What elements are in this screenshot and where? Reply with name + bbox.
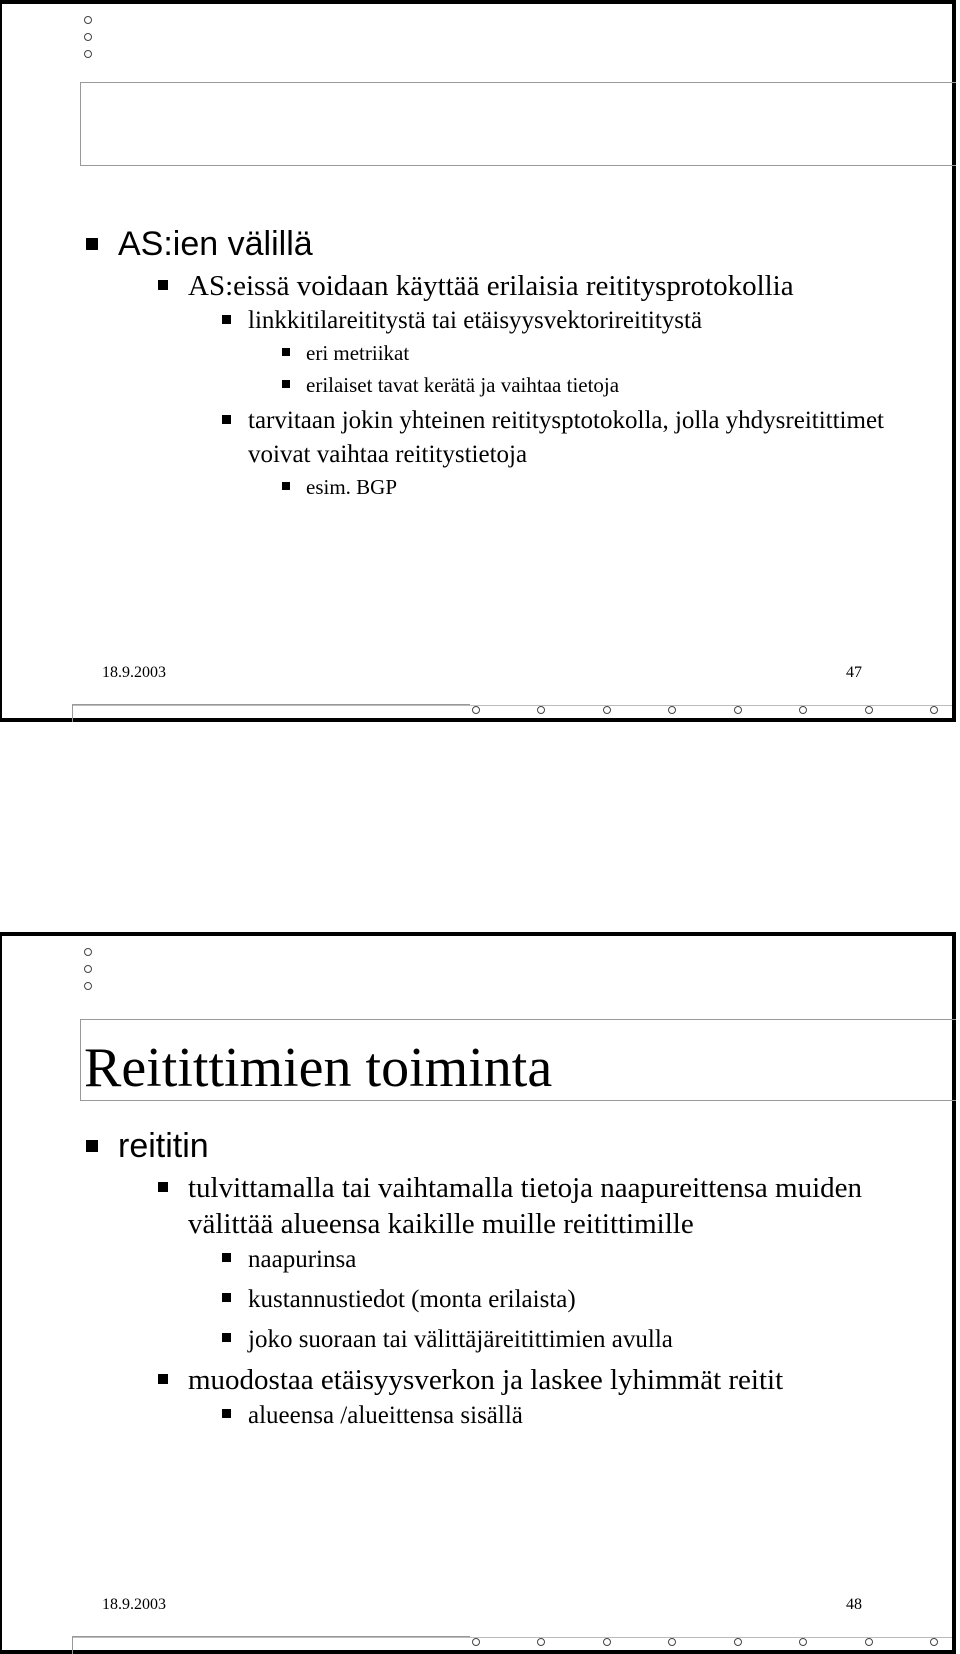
bullet-text: eri metriikat xyxy=(306,341,410,365)
list-item xyxy=(282,472,912,502)
bullet-text: reititin xyxy=(118,1127,209,1165)
list-item xyxy=(158,268,912,502)
bullet-text: kustannustiedot (monta erilaista) xyxy=(248,1286,576,1313)
circle-icon xyxy=(603,706,611,714)
title-frame xyxy=(80,82,956,166)
circle-icon xyxy=(84,50,92,58)
decorative-dots-horizontal xyxy=(472,1638,938,1646)
slide-date: 18.9.2003 xyxy=(102,1596,166,1613)
list-item xyxy=(282,370,912,400)
bullet-text: AS:eissä voidaan käyttää erilaisia reititysprotokollia xyxy=(188,270,794,302)
circle-icon xyxy=(734,1638,742,1646)
slide-content xyxy=(86,224,912,508)
circle-icon xyxy=(84,16,92,24)
bullet-text: linkkitilareititystä tai etäisyysvektorireititystä xyxy=(248,307,703,334)
bullet-text: esim. BGP xyxy=(306,475,398,499)
circle-icon xyxy=(84,33,92,41)
bullet-text: alueensa /alueittensa sisällä xyxy=(248,1402,523,1429)
decorative-dots-vertical xyxy=(84,16,92,58)
bullet-list-level-2 xyxy=(118,1170,912,1434)
circle-icon xyxy=(668,1638,676,1646)
list-item xyxy=(222,1322,912,1358)
slide-date: 18.9.2003 xyxy=(102,664,166,681)
bullet-list-level-3 xyxy=(188,1242,912,1358)
circle-icon xyxy=(799,1638,807,1646)
bullet-text: tarvitaan jokin yhteinen reititysptotokolla, jolla yhdysreitittimet voivat vaihtaa reititystietoja xyxy=(248,407,884,468)
circle-icon xyxy=(799,706,807,714)
decorative-dots-horizontal xyxy=(472,706,938,714)
bullet-list-level-4 xyxy=(248,472,912,502)
circle-icon xyxy=(472,1638,480,1646)
bullet-list-level-1 xyxy=(86,224,912,502)
list-item xyxy=(222,1242,912,1278)
bullet-text: AS:ien välillä xyxy=(118,225,313,263)
bullet-list-level-3 xyxy=(188,304,912,502)
footer-frame xyxy=(72,1636,470,1654)
circle-icon xyxy=(537,706,545,714)
circle-icon xyxy=(930,1638,938,1646)
list-item xyxy=(86,1126,912,1434)
bullet-text: erilaiset tavat kerätä ja vaihtaa tietoja xyxy=(306,373,620,397)
bullet-list-level-1 xyxy=(86,1126,912,1434)
list-item xyxy=(222,1282,912,1318)
list-item xyxy=(86,224,912,502)
list-item xyxy=(282,338,912,368)
slide-47 xyxy=(0,0,956,722)
decorative-dots-vertical xyxy=(84,948,92,990)
footer-frame xyxy=(72,704,470,722)
circle-icon xyxy=(734,706,742,714)
circle-icon xyxy=(865,1638,873,1646)
circle-icon xyxy=(84,965,92,973)
bullet-text: muodostaa etäisyysverkon ja laskee lyhimmät reitit xyxy=(188,1364,784,1396)
circle-icon xyxy=(84,948,92,956)
bullet-text: naapurinsa xyxy=(248,1246,357,1273)
circle-icon xyxy=(537,1638,545,1646)
bullet-list-level-4 xyxy=(248,338,912,400)
circle-icon xyxy=(668,706,676,714)
circle-icon xyxy=(472,706,480,714)
circle-icon xyxy=(84,982,92,990)
bullet-list-level-2 xyxy=(118,268,912,502)
slide-content xyxy=(86,1126,912,1440)
list-item xyxy=(158,1362,912,1434)
slide-48 xyxy=(0,932,956,1654)
slide-title: Reitittimien toiminta xyxy=(84,1037,553,1099)
circle-icon xyxy=(603,1638,611,1646)
bullet-text: tulvittamalla tai vaihtamalla tietoja naapureittensa muiden välittää alueensa kaikille muille reitittimille xyxy=(188,1172,863,1240)
bullet-text: joko suoraan tai välittäjäreitittimien avulla xyxy=(248,1326,673,1353)
circle-icon xyxy=(865,706,873,714)
list-item xyxy=(158,1170,912,1358)
list-item xyxy=(222,404,912,502)
bullet-list-level-3 xyxy=(188,1398,912,1434)
list-item xyxy=(222,304,912,400)
slide-number: 48 xyxy=(846,1596,862,1613)
list-item xyxy=(222,1398,912,1434)
circle-icon xyxy=(930,706,938,714)
slide-number: 47 xyxy=(846,664,862,681)
